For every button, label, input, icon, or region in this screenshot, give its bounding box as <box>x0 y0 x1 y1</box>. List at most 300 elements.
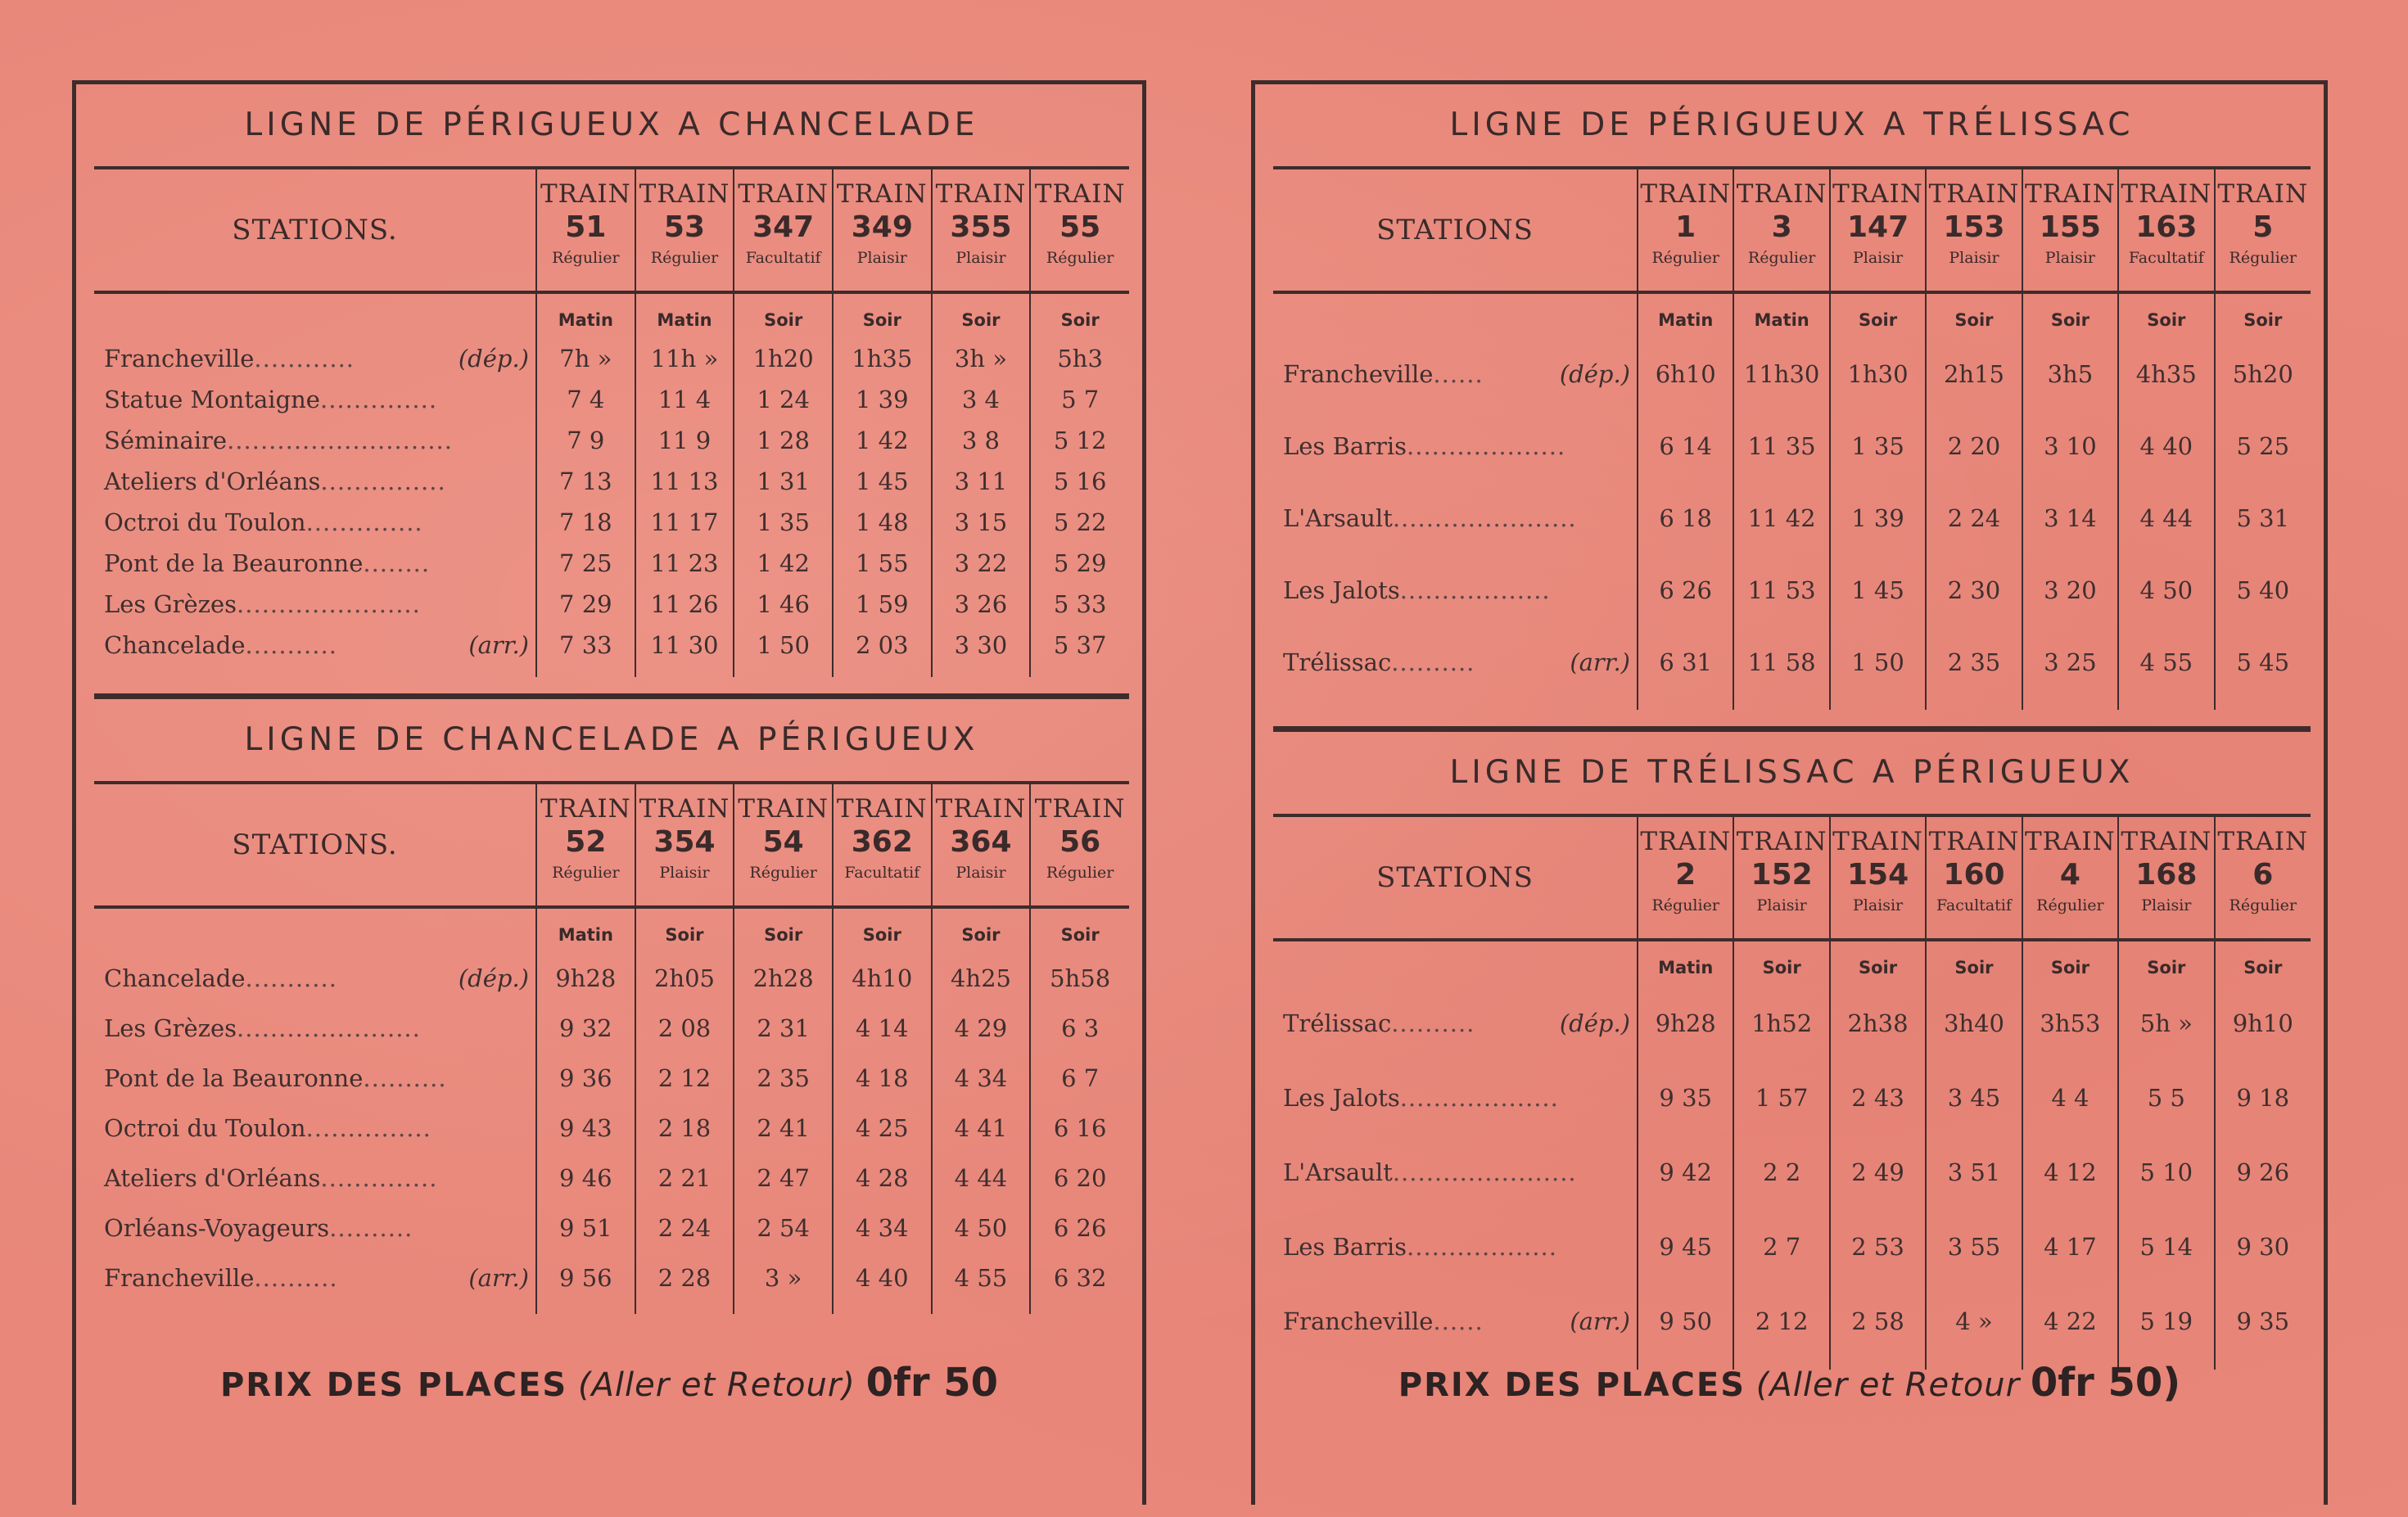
padding-cell <box>2118 698 2214 710</box>
time-cell: 1 35 <box>1830 410 1926 482</box>
price-amount: 0fr 50) <box>2030 1360 2181 1406</box>
station-name: Les Grèzes <box>104 590 237 618</box>
time-cell: 6h10 <box>1638 338 1733 410</box>
station-cell <box>94 584 536 625</box>
leader-dots: ...................... <box>1392 504 1577 532</box>
time-cell: 2 35 <box>734 1053 833 1103</box>
timetable-grid <box>1273 169 2311 710</box>
time-cell: 7 4 <box>536 379 635 420</box>
time-cell: 9 18 <box>2215 1060 2311 1135</box>
table-row <box>94 502 1129 543</box>
timetable-perigueux-chancelade <box>94 84 1129 677</box>
leader-dots: ........... <box>245 964 337 992</box>
period-row <box>94 917 1129 953</box>
time-cell: 1 28 <box>734 420 833 461</box>
time-cell: 9 30 <box>2215 1209 2311 1284</box>
time-cell: 2 2 <box>1733 1135 1829 1209</box>
station-name: Octroi du Toulon <box>104 1113 306 1142</box>
train-number: 55 <box>1059 210 1101 244</box>
station-cell <box>1273 1060 1638 1135</box>
leader-dots: ........... <box>245 631 337 659</box>
station-name: Pont de la Beauronne <box>104 1063 364 1092</box>
time-cell: 4 22 <box>2022 1284 2118 1358</box>
padding-cell <box>2022 698 2118 710</box>
leader-dots: ........................... <box>227 427 453 454</box>
padding-cell <box>1030 1303 1129 1314</box>
separator-cell <box>536 292 635 302</box>
train-kind: Plaisir <box>856 249 907 267</box>
time-cell: 7 29 <box>536 584 635 625</box>
train-word: TRAIN <box>836 179 928 209</box>
train-kind: Plaisir <box>2141 896 2192 914</box>
time-cell: 3 15 <box>932 502 1031 543</box>
separator-cell <box>2118 940 2214 950</box>
station-name: Les Barris <box>1283 432 1407 460</box>
time-cell: 3 20 <box>2022 554 2118 626</box>
train-word: TRAIN <box>2217 179 2309 209</box>
period-blank <box>94 302 536 338</box>
period-label: Matin <box>536 917 635 953</box>
train-number: 56 <box>1059 825 1101 859</box>
station-name: Les Barris <box>1283 1232 1407 1261</box>
header-row <box>1273 169 2311 292</box>
right-panel <box>1251 80 2328 1505</box>
period-label: Matin <box>635 302 734 338</box>
station-cell <box>94 1103 536 1153</box>
padding-cell <box>635 666 734 677</box>
time-cell: 5 45 <box>2215 626 2311 698</box>
time-cell: 6 20 <box>1030 1153 1129 1203</box>
time-cell: 2 7 <box>1733 1209 1829 1284</box>
time-cell: 11h » <box>635 338 734 379</box>
time-cell: 6 26 <box>1030 1203 1129 1253</box>
padding-cell <box>932 1303 1031 1314</box>
time-cell: 2 47 <box>734 1153 833 1203</box>
train-kind: Plaisir <box>1949 249 1999 267</box>
period-label: Soir <box>833 302 932 338</box>
station-cell <box>94 502 536 543</box>
train-word: TRAIN <box>1832 179 1923 209</box>
time-cell: 4 28 <box>833 1153 932 1203</box>
time-cell: 9 51 <box>536 1203 635 1253</box>
train-header <box>1733 169 1829 292</box>
time-cell: 3h5 <box>2022 338 2118 410</box>
time-cell: 5 7 <box>1030 379 1129 420</box>
train-word: TRAIN <box>935 179 1027 209</box>
time-cell: 3 51 <box>1926 1135 2022 1209</box>
separator-cell <box>1926 292 2022 302</box>
station-name: Chancelade <box>104 631 246 659</box>
train-number: 5 <box>2252 210 2274 244</box>
time-cell: 11 35 <box>1733 410 1829 482</box>
train-number: 147 <box>1846 210 1909 244</box>
separator-cell <box>2022 292 2118 302</box>
train-number: 54 <box>762 825 804 859</box>
period-blank <box>1273 950 1638 986</box>
time-cell: 3 » <box>734 1253 833 1303</box>
separator-cell <box>1733 292 1829 302</box>
train-kind: Régulier <box>650 249 719 267</box>
time-cell: 2 21 <box>635 1153 734 1203</box>
train-word: TRAIN <box>2121 827 2212 856</box>
train-number: 6 <box>2252 858 2274 892</box>
train-header <box>2215 817 2311 940</box>
train-kind: Plaisir <box>956 864 1006 882</box>
train-word: TRAIN <box>1736 827 1827 856</box>
station-name: L'Arsault <box>1283 1158 1393 1186</box>
time-cell: 4h25 <box>932 953 1031 1003</box>
train-header <box>2118 169 2214 292</box>
time-cell: 7 13 <box>536 461 635 502</box>
time-cell: 2 20 <box>1926 410 2022 482</box>
time-cell: 9 36 <box>536 1053 635 1103</box>
time-cell: 2 41 <box>734 1103 833 1153</box>
header-separator <box>94 907 1129 917</box>
padding-cell <box>734 1303 833 1314</box>
time-cell: 2h05 <box>635 953 734 1003</box>
time-cell: 2 08 <box>635 1003 734 1053</box>
leader-dots: ...................... <box>237 1014 421 1042</box>
leader-dots: .......... <box>329 1213 413 1242</box>
separator-cell <box>734 907 833 917</box>
time-cell: 5 25 <box>2215 410 2311 482</box>
train-kind: Régulier <box>552 249 620 267</box>
price-line <box>76 1360 1142 1406</box>
station-name: Trélissac <box>1283 648 1392 676</box>
padding-cell <box>1830 698 1926 710</box>
period-label: Soir <box>1030 917 1129 953</box>
train-kind: Régulier <box>2229 896 2297 914</box>
direction-note: (dép.) <box>458 964 529 992</box>
period-label: Soir <box>833 917 932 953</box>
train-header <box>932 169 1031 292</box>
station-cell <box>94 1203 536 1253</box>
time-cell: 5 16 <box>1030 461 1129 502</box>
time-cell: 1h30 <box>1830 338 1926 410</box>
station-cell <box>1273 410 1638 482</box>
price-condition: (Aller et Retour) <box>577 1366 856 1404</box>
time-cell: 4 34 <box>833 1203 932 1253</box>
time-cell: 6 26 <box>1638 554 1733 626</box>
time-cell: 11 13 <box>635 461 734 502</box>
train-header <box>734 784 833 907</box>
train-word: TRAIN <box>738 794 829 824</box>
time-cell: 3 26 <box>932 584 1031 625</box>
table-row <box>94 584 1129 625</box>
time-cell: 4 55 <box>932 1253 1031 1303</box>
timetable-title: LIGNE DE CHANCELADE A PÉRIGUEUX <box>94 699 1129 784</box>
train-header <box>2022 817 2118 940</box>
station-name: Ateliers d'Orléans <box>104 1163 321 1192</box>
table-row <box>94 543 1129 584</box>
period-label: Soir <box>734 917 833 953</box>
table-row <box>1273 410 2311 482</box>
train-header <box>1030 169 1129 292</box>
period-label: Matin <box>536 302 635 338</box>
table-row <box>94 1203 1129 1253</box>
leader-dots: ............... <box>305 1113 431 1142</box>
time-cell: 2 53 <box>1830 1209 1926 1284</box>
train-number: 160 <box>1943 858 2005 892</box>
stations-header: STATIONS. <box>232 214 398 246</box>
train-word: TRAIN <box>1640 827 1732 856</box>
time-cell: 5 10 <box>2118 1135 2214 1209</box>
direction-note: (arr.) <box>1570 648 1630 676</box>
separator-cell <box>932 907 1031 917</box>
time-cell: 4 29 <box>932 1003 1031 1053</box>
time-cell: 1 48 <box>833 502 932 543</box>
train-header <box>2022 169 2118 292</box>
time-cell: 3 14 <box>2022 482 2118 554</box>
table-row <box>94 625 1129 666</box>
leader-dots: ...................... <box>1392 1158 1577 1186</box>
time-cell: 5 5 <box>2118 1060 2214 1135</box>
time-cell: 1 55 <box>833 543 932 584</box>
leader-dots: .......... <box>1391 1009 1475 1037</box>
train-header <box>536 784 635 907</box>
train-word: TRAIN <box>540 179 631 209</box>
padding-cell <box>1926 698 2022 710</box>
separator-cell <box>1273 292 1638 302</box>
separator-cell <box>1030 292 1129 302</box>
train-kind: Facultatif <box>1936 896 2012 914</box>
padding-cell <box>536 1303 635 1314</box>
period-label: Soir <box>2022 950 2118 986</box>
time-cell: 5 19 <box>2118 1284 2214 1358</box>
train-header <box>932 784 1031 907</box>
table-row <box>94 953 1129 1003</box>
price-label: PRIX DES PLACES <box>219 1366 568 1404</box>
time-cell: 4 44 <box>2118 482 2214 554</box>
time-cell: 2 43 <box>1830 1060 1926 1135</box>
direction-note: (arr.) <box>468 1263 529 1292</box>
header-row <box>94 169 1129 292</box>
train-kind: Régulier <box>1046 864 1114 882</box>
period-row <box>94 302 1129 338</box>
stations-header: STATIONS. <box>232 828 398 861</box>
leader-dots: ...... <box>1433 360 1484 388</box>
train-number: 362 <box>851 825 913 859</box>
station-cell <box>1273 554 1638 626</box>
station-cell <box>1273 1209 1638 1284</box>
time-cell: 5 22 <box>1030 502 1129 543</box>
station-name: Francheville <box>1283 1307 1434 1335</box>
train-header <box>734 169 833 292</box>
time-cell: 5 12 <box>1030 420 1129 461</box>
separator-cell <box>94 907 536 917</box>
time-cell: 3 25 <box>2022 626 2118 698</box>
time-cell: 5h20 <box>2215 338 2311 410</box>
station-name: Statue Montaigne <box>104 386 320 413</box>
time-cell: 2 58 <box>1830 1284 1926 1358</box>
section-divider <box>94 693 1129 699</box>
padding-cell <box>1273 698 1638 710</box>
train-number: 347 <box>752 210 815 244</box>
time-cell: 3 11 <box>932 461 1031 502</box>
train-kind: Régulier <box>1651 896 1719 914</box>
train-header <box>1830 169 1926 292</box>
time-cell: 2 49 <box>1830 1135 1926 1209</box>
train-kind: Plaisir <box>1852 896 1904 914</box>
time-cell: 5 40 <box>2215 554 2311 626</box>
time-cell: 4 » <box>1926 1284 2022 1358</box>
padding-cell <box>1030 666 1129 677</box>
time-cell: 4 40 <box>833 1253 932 1303</box>
separator-cell <box>1830 940 1926 950</box>
train-number: 153 <box>1943 210 2005 244</box>
padding-cell <box>635 1303 734 1314</box>
direction-note: (dép.) <box>458 345 529 372</box>
station-name: Francheville <box>1283 360 1434 388</box>
train-kind: Régulier <box>1651 249 1719 267</box>
station-cell <box>94 543 536 584</box>
table-row <box>94 1053 1129 1103</box>
timetable-title: LIGNE DE PÉRIGUEUX A CHANCELADE <box>94 84 1129 169</box>
train-header <box>1926 817 2022 940</box>
station-name: Séminaire <box>104 427 228 454</box>
separator-cell <box>635 292 734 302</box>
separator-cell <box>2215 292 2311 302</box>
padding-cell <box>2215 698 2311 710</box>
time-cell: 1 50 <box>734 625 833 666</box>
leader-dots: .......... <box>363 1063 447 1092</box>
leader-dots: ........ <box>363 549 431 577</box>
time-cell: 9 26 <box>2215 1135 2311 1209</box>
train-kind: Régulier <box>749 864 817 882</box>
train-number: 52 <box>565 825 607 859</box>
price-label: PRIX DES PLACES <box>1398 1366 1746 1404</box>
time-cell: 2 35 <box>1926 626 2022 698</box>
time-cell: 4 41 <box>932 1103 1031 1153</box>
time-cell: 2 24 <box>1926 482 2022 554</box>
time-cell: 9 45 <box>1638 1209 1733 1284</box>
station-name: Ateliers d'Orléans <box>104 467 321 495</box>
train-word: TRAIN <box>1640 179 1732 209</box>
time-cell: 5 31 <box>2215 482 2311 554</box>
period-label: Soir <box>2022 302 2118 338</box>
time-cell: 6 32 <box>1030 1253 1129 1303</box>
train-word: TRAIN <box>1832 827 1923 856</box>
period-label: Soir <box>2215 950 2311 986</box>
table-row <box>1273 338 2311 410</box>
direction-note: (dép.) <box>1559 360 1630 388</box>
station-name: Octroi du Toulon <box>104 508 306 536</box>
train-number: 3 <box>1771 210 1792 244</box>
time-cell: 4 4 <box>2022 1060 2118 1135</box>
header-row <box>94 784 1129 907</box>
train-word: TRAIN <box>1034 794 1126 824</box>
leader-dots: .............. <box>320 1163 438 1192</box>
leader-dots: ............ <box>254 345 355 372</box>
time-cell: 4 18 <box>833 1053 932 1103</box>
train-kind: Facultatif <box>745 249 821 267</box>
time-cell: 5 33 <box>1030 584 1129 625</box>
period-label: Soir <box>635 917 734 953</box>
time-cell: 2h15 <box>1926 338 2022 410</box>
train-word: TRAIN <box>540 794 631 824</box>
timetable-title: LIGNE DE TRÉLISSAC A PÉRIGUEUX <box>1273 732 2311 817</box>
timetable-grid <box>94 784 1129 1314</box>
time-cell: 4 17 <box>2022 1209 2118 1284</box>
leader-dots: .............. <box>305 508 423 536</box>
station-cell <box>94 1153 536 1203</box>
time-cell: 5 29 <box>1030 543 1129 584</box>
time-cell: 4 12 <box>2022 1135 2118 1209</box>
time-cell: 9 32 <box>536 1003 635 1053</box>
time-cell: 1 57 <box>1733 1060 1829 1135</box>
period-label: Soir <box>1926 302 2022 338</box>
table-row <box>1273 1060 2311 1135</box>
separator-cell <box>1926 940 2022 950</box>
station-cell <box>1273 986 1638 1060</box>
train-kind: Plaisir <box>956 249 1006 267</box>
period-label: Soir <box>2215 302 2311 338</box>
train-header <box>2215 169 2311 292</box>
time-cell: 1 35 <box>734 502 833 543</box>
time-cell: 11 30 <box>635 625 734 666</box>
train-number: 163 <box>2135 210 2198 244</box>
separator-cell <box>1030 907 1129 917</box>
train-word: TRAIN <box>639 179 730 209</box>
time-cell: 5h58 <box>1030 953 1129 1003</box>
table-row <box>94 461 1129 502</box>
leader-dots: ................... <box>1407 432 1566 460</box>
time-cell: 4 50 <box>2118 554 2214 626</box>
train-number: 53 <box>663 210 706 244</box>
table-row <box>1273 1135 2311 1209</box>
section-divider <box>1273 726 2311 732</box>
separator-cell <box>932 292 1031 302</box>
padding-cell <box>833 1303 932 1314</box>
station-cell <box>1273 338 1638 410</box>
table-row <box>1273 482 2311 554</box>
train-number: 152 <box>1751 858 1813 892</box>
train-number: 364 <box>950 825 1012 859</box>
period-blank <box>94 917 536 953</box>
time-cell: 1 46 <box>734 584 833 625</box>
time-cell: 1 39 <box>1830 482 1926 554</box>
table-row <box>94 1253 1129 1303</box>
time-cell: 4h35 <box>2118 338 2214 410</box>
separator-cell <box>2215 940 2311 950</box>
time-cell: 6 18 <box>1638 482 1733 554</box>
time-cell: 4 34 <box>932 1053 1031 1103</box>
time-cell: 5h » <box>2118 986 2214 1060</box>
train-number: 155 <box>2039 210 2101 244</box>
time-cell: 4 55 <box>2118 626 2214 698</box>
padding-row <box>1273 698 2311 710</box>
time-cell: 9h28 <box>536 953 635 1003</box>
station-cell <box>94 338 536 379</box>
train-number: 354 <box>653 825 716 859</box>
train-word: TRAIN <box>1928 179 2020 209</box>
time-cell: 2 54 <box>734 1203 833 1253</box>
time-cell: 3h » <box>932 338 1031 379</box>
station-name: Orléans-Voyageurs <box>104 1213 330 1242</box>
station-cell <box>94 1253 536 1303</box>
station-cell <box>94 1003 536 1053</box>
station-name: Chancelade <box>104 964 246 992</box>
padding-row <box>94 666 1129 677</box>
train-word: TRAIN <box>935 794 1027 824</box>
train-kind: Facultatif <box>2128 249 2204 267</box>
period-label: Soir <box>734 302 833 338</box>
time-cell: 11h30 <box>1733 338 1829 410</box>
time-cell: 5h3 <box>1030 338 1129 379</box>
time-cell: 1 24 <box>734 379 833 420</box>
train-kind: Régulier <box>1747 249 1816 267</box>
time-cell: 1 31 <box>734 461 833 502</box>
